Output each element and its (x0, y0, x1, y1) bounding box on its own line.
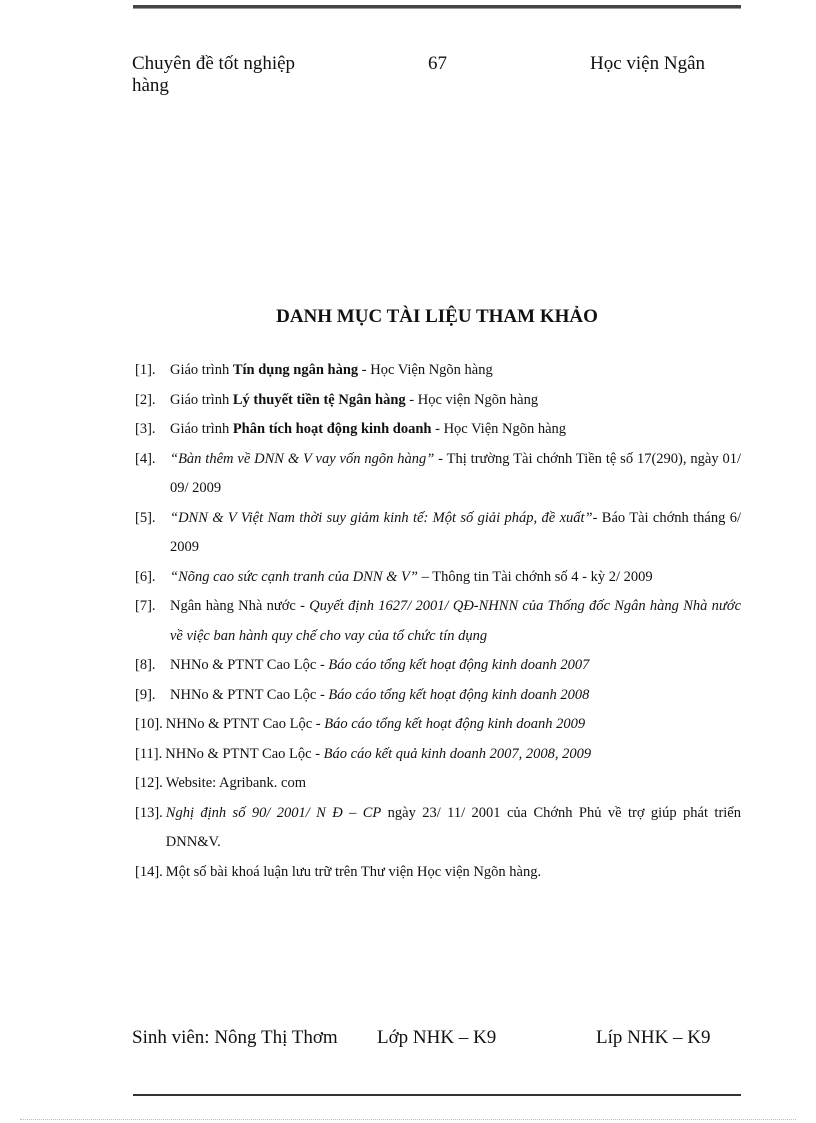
reference-text-part: Một số bài khoá luận lưu trữ trên Thư viện Học viện Ngõn hàng. (165, 863, 542, 880)
reference-text-part: NHNo & PTNT Cao Lộc - (170, 657, 329, 673)
reference-text (170, 681, 741, 711)
reference-number: [14]. (135, 863, 163, 880)
reference-text (170, 563, 741, 593)
reference-number: [11]. (135, 745, 163, 762)
reference-text-part: Nghị định số 90/ 2001/ N Đ – CP (165, 804, 382, 821)
reference-text-part: - Thị trường Tài chớnh Tiền tệ số 17(290), ngày 01/ 09/ 2009 (170, 450, 741, 496)
reference-item (135, 445, 741, 504)
reference-text-part: - Báo Tài chớnh tháng 6/ 2009 (170, 509, 742, 555)
reference-text-part: Tín dụng ngân hàng (232, 362, 359, 378)
reference-text-part: Giáo trình (170, 421, 233, 437)
reference-item (135, 356, 741, 386)
reference-text (166, 858, 741, 888)
reference-item (135, 710, 741, 740)
reference-number: [2]. (135, 391, 156, 408)
reference-text (166, 799, 741, 858)
reference-number: [7]. (135, 598, 156, 614)
reference-text-part: NHNo & PTNT Cao Lộc - (165, 745, 324, 762)
reference-text-part: NHNo & PTNT Cao Lộc - (170, 686, 329, 703)
reference-number: [4]. (135, 450, 156, 467)
reference-text-part: Giáo trình (170, 362, 233, 378)
reference-text-part: Báo cáo tổng kết hoạt động kinh doanh 2009 (324, 716, 586, 732)
reference-text-part: ngày 23/ 11/ 2001 của Chớnh Phủ về trợ giúp phát triển DNN&V. (165, 804, 741, 850)
reference-number: [10]. (135, 716, 163, 732)
reference-number: [6]. (135, 568, 156, 585)
reference-number: [8]. (135, 657, 156, 673)
reference-number: [9]. (135, 686, 156, 703)
footer-class-alt: Líp NHK – K9 (596, 1027, 711, 1048)
reference-text-part: Phân tích hoạt động kinh doanh (232, 421, 432, 437)
reference-text-part: Website: Agribank. com (165, 775, 306, 791)
reference-number: [3]. (135, 421, 156, 437)
reference-number: [12]. (135, 775, 163, 791)
reference-text (170, 651, 741, 681)
reference-text-part: Ngân hàng Nhà nước - (170, 598, 310, 614)
header-left-line2: hàng (132, 75, 169, 96)
reference-item (135, 651, 741, 681)
reference-number: [5]. (135, 509, 156, 526)
reference-text-part: - Học Viện Ngõn hàng (358, 362, 493, 378)
top-rule (133, 5, 741, 9)
page-edge-dotted-line (20, 1119, 796, 1120)
reference-item (135, 769, 741, 799)
reference-text-part: Báo cáo tổng kết hoạt động kinh doanh 2008 (328, 686, 590, 703)
reference-item (135, 592, 741, 651)
reference-text (170, 386, 741, 416)
page-number: 67 (428, 53, 447, 74)
reference-text (170, 592, 741, 651)
reference-text (166, 710, 741, 740)
reference-text-part: “Bàn thêm về DNN & V vay vốn ngõn hàng” (170, 450, 435, 467)
reference-item (135, 504, 741, 563)
footer-class: Lớp NHK – K9 (377, 1027, 497, 1048)
reference-item (135, 415, 741, 445)
header-right: Học viện Ngân (590, 53, 706, 74)
reference-item (135, 563, 741, 593)
reference-text (166, 769, 741, 799)
reference-text-part: Quyết định 1627/ 2001/ QĐ-NHNN của Thống đốc Ngân hàng Nhà nước về việc ban hành quy chế cho vay của tổ chức tín dụng (170, 598, 742, 644)
bottom-rule (133, 1094, 741, 1096)
reference-text-part: Báo cáo kết quả kinh doanh 2007, 2008, 2009 (323, 745, 592, 762)
header-left-line1: Chuyên đề tốt nghiệp (132, 53, 296, 74)
reference-text-part: Lý thuyết tiền tệ Ngân hàng (232, 391, 406, 408)
reference-text-part: “DNN & V Việt Nam thời suy giảm kinh tế: Một số giải pháp, đề xuất” (170, 509, 593, 526)
reference-text (165, 740, 741, 770)
reference-text-part: “Nõng cao sức cạnh tranh của DNN & V” (170, 568, 418, 585)
reference-item (135, 858, 741, 888)
reference-number: [13]. (135, 804, 163, 821)
reference-text-part: Báo cáo tổng kết hoạt động kinh doanh 2007 (328, 657, 590, 673)
reference-text (170, 415, 741, 445)
reference-text (170, 445, 741, 504)
reference-item (135, 799, 741, 858)
reference-text (170, 356, 741, 386)
reference-text-part: – Thông tin Tài chớnh số 4 - kỳ 2/ 2009 (417, 568, 653, 585)
reference-item (135, 740, 741, 770)
reference-text-part: - Học Viện Ngõn hàng (431, 421, 567, 437)
reference-text-part: NHNo & PTNT Cao Lộc - (165, 716, 325, 732)
reference-item (135, 681, 741, 711)
reference-text (170, 504, 741, 563)
reference-text-part: Giáo trình (170, 391, 233, 408)
reference-text-part: - Học viện Ngõn hàng (405, 391, 539, 408)
page-title: DANH MỤC TÀI LIỆU THAM KHẢO (276, 306, 598, 327)
reference-number: [1]. (135, 362, 156, 378)
header-left (132, 53, 332, 97)
reference-list (135, 356, 741, 887)
footer-student: Sinh viên: Nông Thị Thơm (132, 1027, 338, 1048)
reference-item (135, 386, 741, 416)
